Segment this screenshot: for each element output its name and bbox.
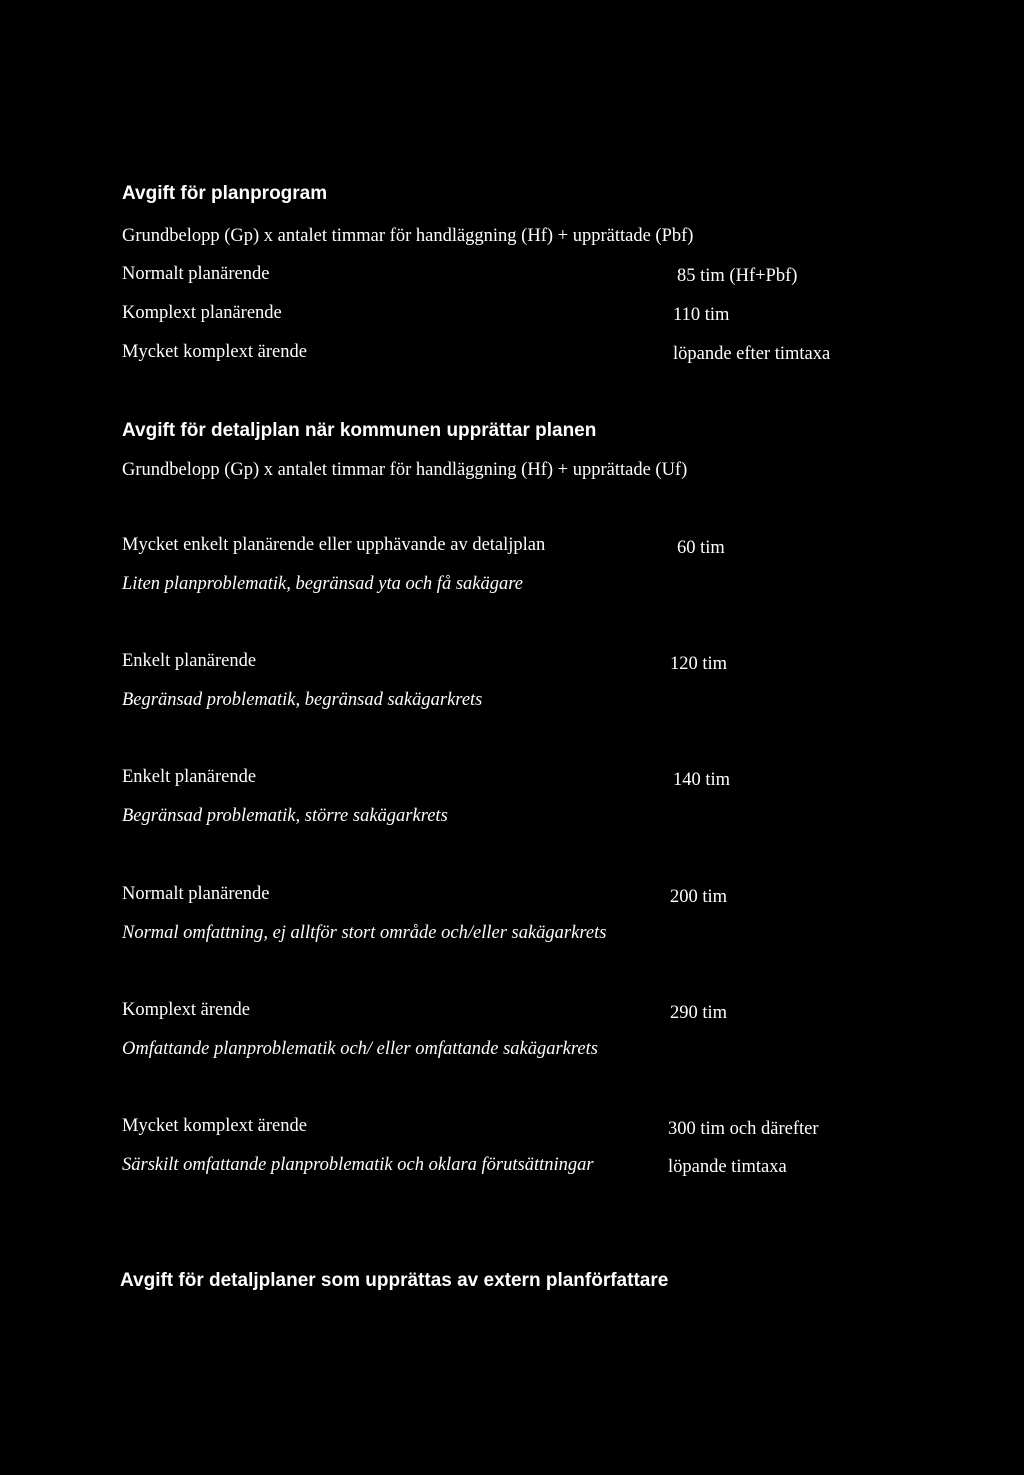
detaljplan-item-value: 200 tim bbox=[670, 887, 728, 907]
detaljplan-item-value: 140 tim bbox=[673, 770, 731, 790]
detaljplan-item-title: Mycket komplext ärende bbox=[122, 1116, 307, 1136]
detaljplan-item-description: Liten planproblematik, begränsad yta och få sakägare bbox=[122, 574, 523, 594]
detaljplan-item-title: Enkelt planärende bbox=[122, 651, 257, 671]
planprogram-row-label: Komplext planärende bbox=[122, 303, 282, 323]
detaljplan-item-value: 60 tim bbox=[677, 538, 725, 558]
planprogram-heading: Avgift för planprogram bbox=[122, 183, 328, 204]
planprogram-row-value: 85 tim (Hf+Pbf) bbox=[677, 266, 798, 286]
detaljplan-item-value-continued: löpande timtaxa bbox=[668, 1157, 787, 1177]
detaljplan-item-value: 290 tim bbox=[670, 1003, 728, 1023]
detaljplan-item-description: Begränsad problematik, begränsad sakägarkrets bbox=[122, 690, 483, 710]
extern-heading: Avgift för detaljplaner som upprättas av extern planförfattare bbox=[120, 1270, 669, 1291]
detaljplan-item-title: Enkelt planärende bbox=[122, 767, 257, 787]
detaljplan-item-title: Komplext ärende bbox=[122, 1000, 250, 1020]
detaljplan-item-title: Mycket enkelt planärende eller upphävande av detaljplan bbox=[122, 535, 546, 555]
detaljplan-item-value: 300 tim och därefter bbox=[668, 1119, 819, 1139]
detaljplan-item-title: Normalt planärende bbox=[122, 884, 270, 904]
planprogram-row-label: Mycket komplext ärende bbox=[122, 342, 307, 362]
planprogram-row-value: 110 tim bbox=[673, 305, 730, 325]
detaljplan-item-description: Omfattande planproblematik och/ eller omfattande sakägarkrets bbox=[122, 1039, 598, 1059]
detaljplan-item-description: Särskilt omfattande planproblematik och oklara förutsättningar bbox=[122, 1155, 594, 1175]
detaljplan-item-description: Begränsad problematik, större sakägarkrets bbox=[122, 806, 448, 826]
detaljplan-item-description: Normal omfattning, ej alltför stort område och/eller sakägarkrets bbox=[122, 923, 607, 943]
planprogram-row-value: löpande efter timtaxa bbox=[673, 344, 831, 364]
detaljplan-formula: Grundbelopp (Gp) x antalet timmar för handläggning (Hf) + upprättade (Uf) bbox=[122, 460, 688, 480]
planprogram-row-label: Normalt planärende bbox=[122, 264, 270, 284]
detaljplan-item-value: 120 tim bbox=[670, 654, 728, 674]
detaljplan-heading: Avgift för detaljplan när kommunen upprättar planen bbox=[122, 420, 597, 441]
planprogram-formula: Grundbelopp (Gp) x antalet timmar för handläggning (Hf) + upprättade (Pbf) bbox=[122, 226, 694, 246]
